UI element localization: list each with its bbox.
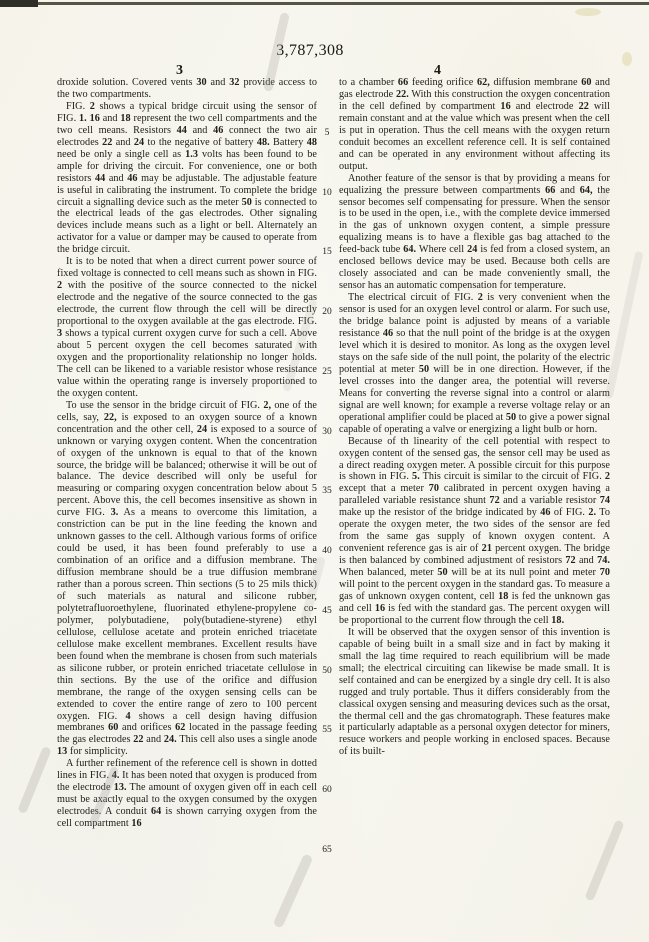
scan-stain [575,8,601,16]
line-number: 30 [322,426,332,437]
paragraph: to a chamber 66 feeding orifice 62, diffusion membrane 60 and gas electrode 22. With this construction the oxygen concentration in the cell defined by compartment 16 and electrode 22 will remain constant and at the value which was present when the cell is put in operation. Thus the cell means with the oxygen return conduit becomes an excellent reference cell. It is self contained and can be operated in any environment without affecting its output. [339,77,610,172]
line-number: 40 [322,546,332,557]
paragraph: It will be observed that the oxygen sensor of this invention is capable of being built in a small size and in fact by making it small the lag time required to reach equilibrium will be made small; the electrical circuiting can likewise be made small. It is self contained and can be energized by a single dry cell. It is also rugged and truly portable. Thus it differs considerably from the classical oxygen sensing and measuring devices such as the orsat, the thermal cell and the gas chromatograph. These features make it particularly adaptable as a personal oxygen detector for miners, resuce workers and people working in enclosed spaces. Because of its built- [339,626,610,758]
line-number: 50 [322,665,332,676]
line-number: 35 [322,486,332,497]
line-number: 15 [322,247,332,258]
paragraph: droxide solution. Covered vents 30 and 32 provide access to the two compartments. [57,77,317,100]
line-number: 55 [322,725,332,736]
paragraph: The electrical circuit of FIG. 2 is very convenient when the sensor is used for an oxygen level control or alarm. For such use, the bridge balance point is adjusted by means of a variable resistance 46 so that the null point of the bridge is at the oxygen level which it is desired to monitor. As long as the oxygen level stays on the safe side of the null point, the polarity of the electric potential at meter 50 will be in one direction. However, if the level crosses into the danger area, the potential will reverse. Means for converting the reverse signal into a control or alarm signal are well known; for example a reverse voltage relay or an operational amplifier could be placed at 50 to give a power signal capable of operating a valve or energizing a light bulb or horn. [339,292,610,435]
scan-top-corner [0,0,38,7]
scan-artifact [17,746,52,814]
column-right-text [339,77,610,877]
line-number: 20 [322,307,332,318]
paragraph: Because of th linearity of the cell potential with respect to oxygen content of the sensed gas, the sensor cell may be used as a direct reading oxygen meter. A possible circuit for this purpose is shown in FIG. 5. This circuit is similar to the circuit of FIG. 2 except that a meter 70 calibrated in percent oxygen having a paralleled variable resistance shunt 72 and a variable resistor 74 make up the resistor of the bridge indicated by 46 of FIG. 2. To operate the oxygen meter, the two sides of the sensor are fed from the same gas supply of known oxygen content. A convenient reference gas is air of 21 percent oxygen. The bridge is then balanced by combined adjustment of resistors 72 and 74. When balanced, meter 50 will be at its null point and meter 70 will point to the percent oxygen in the standard gas. To measure a gas of unknown oxygen content, cell 18 is fed the unknown gas and cell 16 is fed with the standard gas. The percent oxygen will be proportional to the current flow through the cell 18. [339,435,610,626]
line-number-gutter [315,0,339,942]
column-number-right: 4 [434,63,441,78]
scan-stain [622,52,632,66]
line-number: 5 [324,127,330,138]
column-left-text [57,77,317,877]
line-number: 60 [322,785,332,796]
line-number: 10 [322,187,332,198]
line-number: 45 [322,605,332,616]
patent-number: 3,787,308 [276,42,344,59]
paragraph: FIG. 2 shows a typical bridge circuit using the sensor of FIG. 1. 16 and 18 represent the two cell compartments and the two cell means. Resistors 44 and 46 connect the two air electrodes 22 and 24 to the negative of battery 48. Battery 48 need be only a single cell as 1.3 volts has been found to be ample for driving the circuit. For convenience, one or both resistors 44 and 46 may be adjustable. The adjustable feature is useful in calibrating the instrument. To complete the bridge circuit a signalling device such as the meter 50 is connected to the electrical leads of the gas electrodes. Other signaling devices include means such as a light or bell. Alternately an activator for a value or damper may be caused to operate from the bridge circuit. [57,100,317,256]
line-number: 65 [322,844,332,855]
paragraph: To use the sensor in the bridge circuit of FIG. 2, one of the cells, say, 22, is exposed to an oxygen source of a known concentration and the other cell, 24 is exposed to a source of unknown or varying oxygen content. When the concentration of oxygen of the unknown is equal to that of the known source, the bridge will be balanced; otherwise it will be out of balance. The device described will only be useful for measuring or comparing oxygen concentration below about 5 percent. Above this, the cell becomes insensitive as shown in curve FIG. 3. As a means to overcome this limitation, a constriction can be put in the line feeding the known and unknown gasses to the cell. Although various forms of orifice could be used, it has been found preferably to use a combination of an orifice and a diffusion membrane. The diffusion membrane should be a true diffusion membrane rather than a porous screen. Thin sections (5 to 25 mils thick) of such materials as natural and silicone rubber, polytetrafluoroethylene, fluorinated ethylene-propylene co-polymer, polybutadiene, poly(butadiene-styrene) ethyl cellulose, cellulose acetate and protein enriched triacetate cellulose make excellent membranes. Excellent results have been found when the membrane is chosen from such materials as silicone rubber, or protein enriched triacetate cellulose in thin sections. By the use of the orifice and diffusion membrane, the range of the oxygen sensing cells can be extended to cover the entire range of zero to 100 percent oxygen. FIG. 4 shows a cell design having diffusion membranes 60 and orifices 62 located in the passage feeding the gas electrodes 22 and 24. This cell also uses a single anode 13 for simplicity. [57,399,317,758]
paragraph: It is to be noted that when a direct current power source of fixed voltage is connected to cell means such as shown in FIG. 2 with the positive of the source connected to the nickel electrode and the negative of the source connected to the gas electrode, the current flow through the cell will be directly proportional to the oxygen available at the gas electrode. FIG. 3 shows a typical current oxygen curve for such a cell. Above about 5 percent oxygen the cell becomes saturated with oxygen and the proportionality relationship no longer holds. The cell can be likened to a variable resistor whose resistance value within the operating range is inversely proportioned to the oxygen content. [57,256,317,399]
scan-artifact [604,251,643,399]
line-number: 25 [322,366,332,377]
column-number-left: 3 [176,63,183,78]
paragraph: A further refinement of the reference cell is shown in dotted lines in FIG. 4. It has been noted that oxygen is produced from the electrode 13. The amount of oxygen given off in each cell must be axactly equal to the oxygen consumed by the oxygen electrodes. A conduit 64 is shown carrying oxygen from the cell compartment 16 [57,758,317,830]
paragraph: Another feature of the sensor is that by providing a means for equalizing the pressure between compartments 66 and 64, the sensor becomes self compensating for pressure. When the sensor is to be used in the open, i.e., with the complete device immersed in the gas of unknown oxygen content, a simple pressure equalizing means is to have a flexible gas bag attached to the feed-back tube 64. Where cell 24 is fed from a closed system, an enclosed bellows device may be used. Because both cells are closely associated and can be made conveniently small, the sensor has an automatic compensation for temperature. [339,172,610,292]
